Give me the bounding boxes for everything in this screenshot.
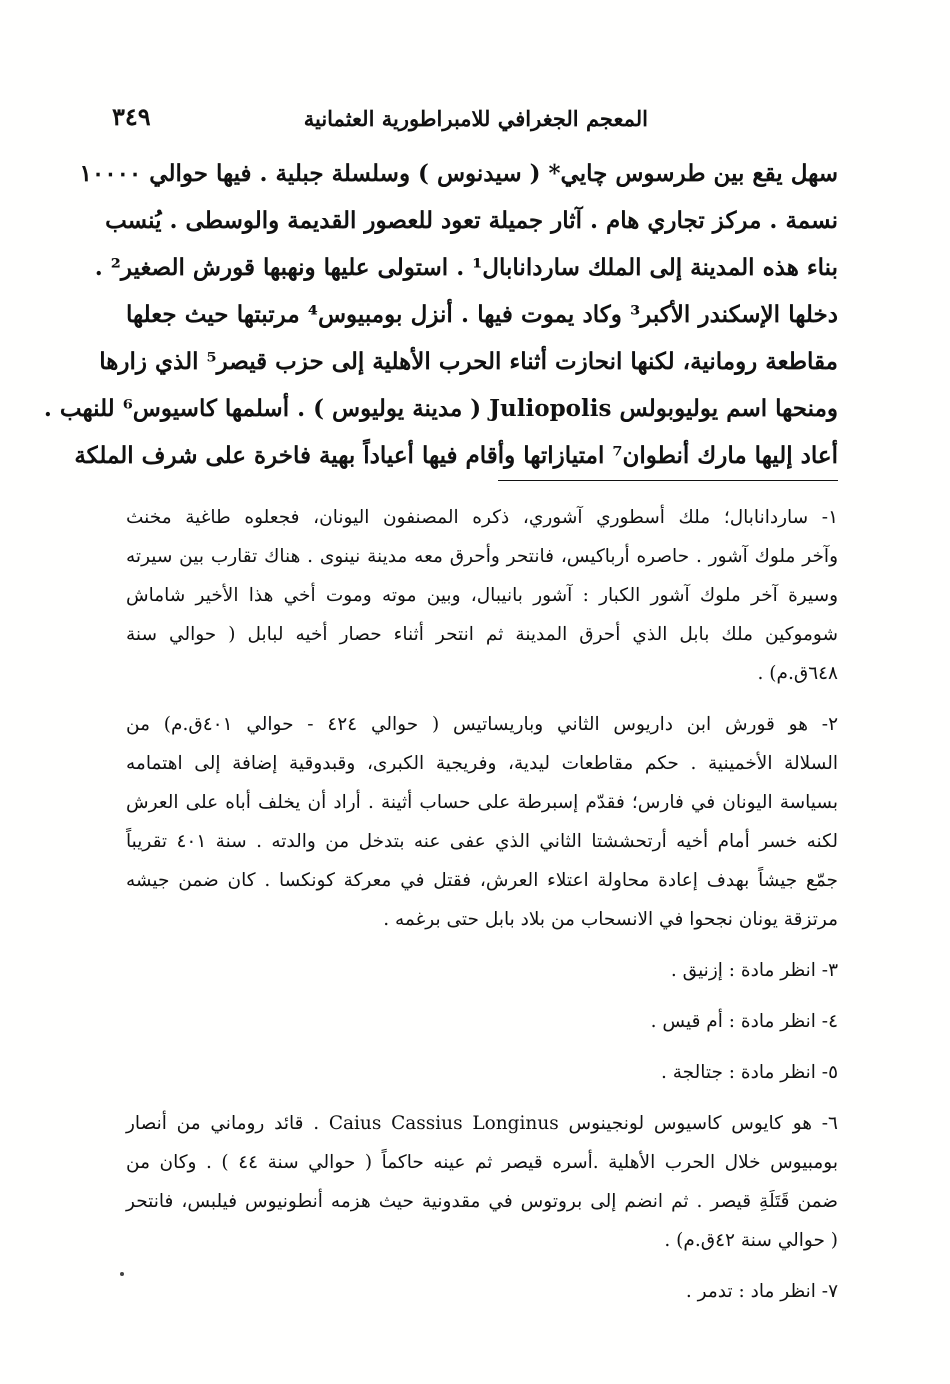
main-line-7: أعاد إليها مارك أنطوان⁷ امتيازاتها وأقام فيها أعياداً بهية فاخرة على شرف الملكة <box>74 442 838 469</box>
footnotes <box>126 498 838 1311</box>
main-text <box>43 150 838 479</box>
main-line-3: بناء هذه المدينة إلى الملك ساردانابال¹ . استولى عليها ونهبها قورش الصغير² . <box>94 254 838 281</box>
footnote-line: وآخر ملوك آشور . حاصره أرباكيس، فانتحر وأحرق معه مدينة نينوى . هناك تقارب بين سيرته <box>126 546 838 567</box>
footnote-gap <box>126 1260 838 1272</box>
main-line-6: ومنحها اسم يوليوبولس Juliopolis ( مدينة يوليوس ) . أسلمها كاسيوس⁶ للنهب . <box>43 395 838 422</box>
footnote-1 <box>126 498 838 693</box>
footnote-line: بومبيوس خلال الحرب الأهلية .أسره قيصر ثم عينه حاكماً ( حوالي سنة ٤٤ ) . وكان من <box>126 1152 838 1173</box>
footnote-gap <box>126 1041 838 1053</box>
main-line-5: مقاطعة رومانية، لكنها انحازت أثناء الحرب الأهلية إلى حزب قيصر⁵ الذي زارها <box>99 348 838 375</box>
page-number: ٣٤٩ <box>112 102 151 131</box>
footnote-line: السلالة الأخمينية . حكم مقاطعات ليدية، وفريجية الكبرى، وقبدوقية إضافة إلى اهتمامه <box>126 753 838 774</box>
main-line-4: دخلها الإسكندر الأكبر³ وكاد يموت فيها . أنزل بومبيوس⁴ مرتبتها حيث جعلها <box>126 301 838 328</box>
footnote-line: جمّع جيشاً بهدف إعادة محاولة اعتلاء العرش، فقتل في معركة كونكسا . كان ضمن جيشه <box>126 870 838 891</box>
main-line-2: نسمة . مركز تجاري هام . آثار جميلة تعود للعصور القديمة والوسطى . يُنسب <box>105 207 838 234</box>
footnote-gap <box>126 990 838 1002</box>
footnote-gap <box>126 939 838 951</box>
footnote-gap <box>126 693 838 705</box>
footnote-line: ضمن قَتَلَةِ قيصر . ثم انضم إلى بروتوس في مقدونية حيث هزمه أنطونيوس فيلبس، فانتحر <box>126 1191 838 1212</box>
footnote-6 <box>126 1104 838 1260</box>
running-title: المعجم الجغرافي للامبراطورية العثمانية <box>303 106 648 131</box>
scan-speck <box>120 1272 124 1276</box>
footnote-line: بسياسة اليونان في فارس؛ فقدّم إسبرطة على حساب أثينة . أراد أن يخلف أباه على العرش <box>126 792 838 813</box>
footnote-line: لكنه خسر أمام أخيه أرتحششتا الثاني الذي عفى عنه بتدخل من والدته . سنة ٤٠١ تقريباً <box>126 831 838 852</box>
footnote-2 <box>126 705 838 939</box>
running-header <box>112 100 838 140</box>
footnote-separator <box>498 480 838 481</box>
main-line-1: سهل يقع بين طرسوس چايي* ( سيدنوس ) وسلسلة جبلية . فيها حوالي ١٠٠٠٠ <box>79 160 838 187</box>
footnote-line: ٦- هو كايوس كاسيوس لونجينوس Caius Cassius Longinus . قائد روماني من أنصار <box>126 1113 838 1134</box>
footnote-line: مرتزقة يونان نجحوا في الانسحاب من بلاد بابل حتى برغمه . <box>383 909 838 930</box>
footnote-line: ١- ساردانابال؛ ملك أسطوري آشوري، ذكره المصنفون اليونان، فجعلوه طاغية مخنث <box>126 507 838 528</box>
footnote-line: وسيرة آخر ملوك آشور الكبار : آشور بانيبال، وبين موته وموت أخي هذا الأخير شاماش <box>126 585 838 606</box>
footnote-gap <box>126 1092 838 1104</box>
footnote-3: ٣- انظر مادة : إزنيق . <box>670 960 838 981</box>
footnote-7: ٧- انظر ماد : تدمر . <box>685 1281 838 1302</box>
footnote-line: ٦٤٨ق.م) . <box>757 663 838 684</box>
footnote-4: ٤- انظر مادة : أم قيس . <box>650 1011 838 1032</box>
footnote-line: ٢- هو قورش ابن داريوس الثاني وباريساتيس ( حوالي ٤٢٤ - حوالي ٤٠١ق.م) من <box>126 714 838 735</box>
footnote-line: ( حوالي سنة ٤٢ق.م) . <box>664 1230 838 1251</box>
footnote-line: شوموكين ملك بابل الذي أحرق المدينة ثم انتحر أثناء حصار أخيه لبابل ( حوالي سنة <box>126 624 838 645</box>
footnote-5: ٥- انظر مادة : جتالجة . <box>660 1062 838 1083</box>
